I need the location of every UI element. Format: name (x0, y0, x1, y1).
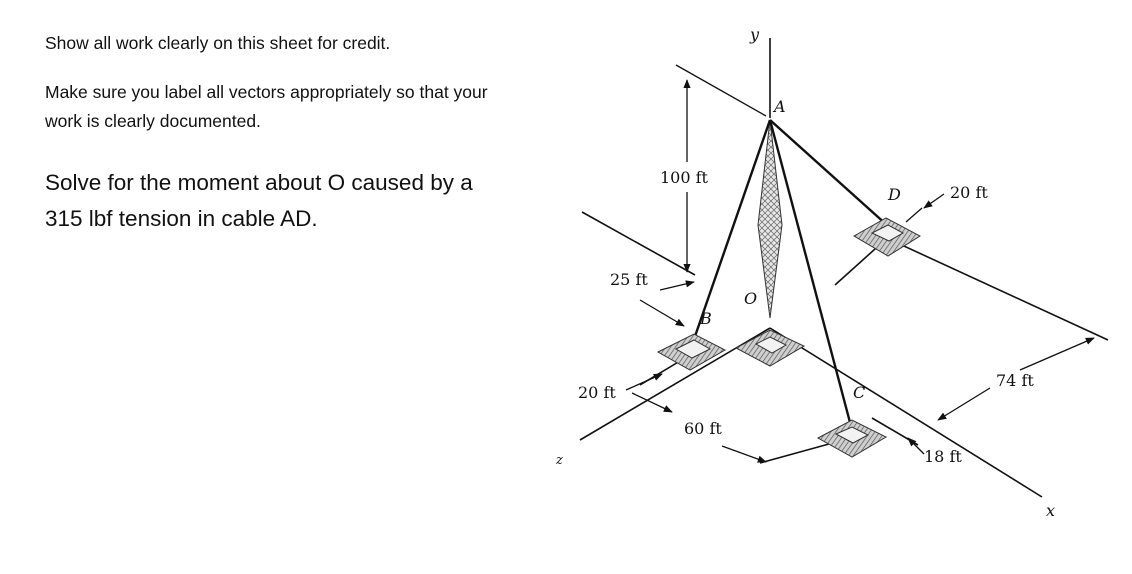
dim-label-60ft: 60 ft (684, 419, 722, 438)
ground-line-d (880, 235, 1108, 340)
point-d-label: D (888, 185, 901, 204)
point-o-label: O (744, 289, 758, 308)
instruction-line-1: Show all work clearly on this sheet for credit. (45, 33, 391, 53)
x-axis-label: x (1046, 501, 1056, 520)
cable-ad (770, 120, 888, 226)
dim-label-25ft: 25 ft (610, 270, 648, 289)
problem-statement-line-1: Solve for the moment about O caused by a (45, 170, 473, 195)
instruction-line-2b: work is clearly documented. (45, 111, 261, 131)
dim-arrow-18ft (908, 438, 924, 454)
point-b-label: B (700, 309, 712, 328)
dimension-arrows (626, 80, 1094, 462)
dim-label-20ft-top: 20 ft (950, 183, 988, 202)
x-axis-line (770, 328, 1042, 497)
point-a-label: A (774, 97, 786, 116)
dim-label-74ft: 74 ft (996, 371, 1034, 390)
anchor-base-c (818, 420, 886, 457)
problem-statement-line-2: 315 lbf tension in cable AD. (45, 206, 318, 231)
dim-arrow-74ft-b (938, 388, 990, 420)
anchor-base-d (854, 218, 920, 256)
dim-arrow-25ft (660, 282, 694, 290)
dim-label-20ft-left: 20 ft (578, 383, 616, 402)
anchor-base-o (736, 330, 804, 366)
ground-lines (580, 212, 1108, 497)
dim-label-18ft: 18 ft (924, 447, 962, 466)
height-ext-line (676, 65, 766, 116)
dim-arrow-20ft-top (924, 194, 944, 208)
dim-arrow-20ft-top-b (906, 208, 922, 222)
dim-arrow-74ft (1020, 338, 1094, 370)
dim-label-100ft: 100 ft (660, 168, 708, 187)
dim-arrow-20ft-left (626, 374, 662, 390)
point-c-label: C (853, 383, 866, 402)
dim-arrow-20ft-left-b (632, 393, 672, 412)
instruction-line-2a: Make sure you label all vectors appropriately so that your (45, 82, 488, 102)
y-axis-label: y (750, 25, 760, 44)
dim-arrow-25ft-lower (640, 300, 684, 326)
dim-arrow-60ft (722, 446, 766, 462)
cable-ac (770, 120, 852, 430)
z-axis-label: z (556, 453, 563, 468)
ground-line-25-ext (582, 212, 695, 275)
anchor-base-b (658, 334, 725, 370)
